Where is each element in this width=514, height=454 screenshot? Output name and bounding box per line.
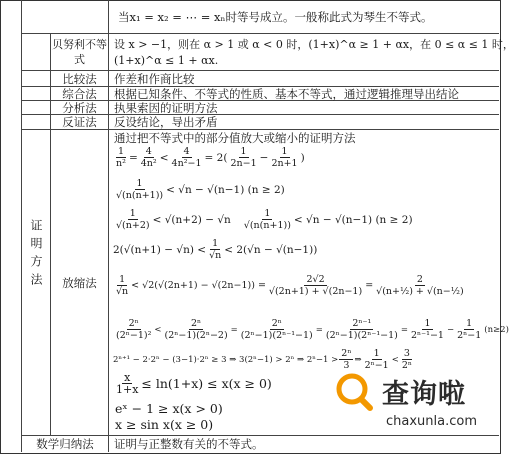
contradiction-text: 反设结论，导出矛盾 xyxy=(114,115,218,129)
watermark-url: chaxunla.com xyxy=(386,414,477,429)
grid-line xyxy=(108,0,109,452)
formula-4: 2(√(n+1) − √n) < $\frac{1}{√n}$ < 2(√n − √(n−1)) xyxy=(113,238,318,261)
bernoulli-line-2: (1+x)^α ≤ 1 + αx. xyxy=(114,54,219,67)
formula-1: $\frac{1}{\text{n²}}$ = $\frac{4}{\text{4n²}}$ < $\frac{4}{\text{4n²−1}}$ = 2( $\frac{1}{2n-1}$ − $\frac{1}{2n+1}$ ) xyxy=(116,146,305,169)
formula-7: 2ⁿ⁺¹ − 2·2ⁿ − (3−1)·2ⁿ ≥ 3 ⇒ 3(2ⁿ−1) > 2ⁿ ⇒ 2ⁿ−1 > $\frac{\text{2ⁿ}}{3}$ ⇒ $\frac{1}{\text{2ⁿ−1}}$ < $\frac{3}{\text{2ⁿ}}$ xyxy=(113,348,413,371)
jensen-note: 当x₁ = x₂ = ⋯ = xₙ时等号成立。一般称此式为琴生不等式。 xyxy=(118,10,433,24)
watermark-brand: 查询啦 xyxy=(382,378,466,410)
compare-text: 作差和作商比较 xyxy=(114,72,195,86)
scaling-intro: 通过把不等式中的部分值放大或缩小的证明方法 xyxy=(114,131,356,145)
watermark-logo xyxy=(332,371,466,411)
synthesis-text: 根据已知条件、不等式的性质、基本不等式，通过逻辑推理导出结论 xyxy=(114,87,459,101)
section-label-proof-methods: 证明方法 xyxy=(29,219,43,291)
synthesis-label: 综合法 xyxy=(62,86,97,101)
analysis-label: 分析法 xyxy=(62,100,97,115)
formula-8: $\frac{x}{1+x}$ ≤ ln(1+x) ≤ x(x ≥ 0) xyxy=(116,371,272,396)
search-logo-icon xyxy=(332,371,376,411)
analysis-text: 执果索因的证明方法 xyxy=(114,101,218,115)
formula-10: x ≥ sin x(x ≥ 0) xyxy=(115,417,214,432)
formula-5: $\frac{1}{√n}$ < √2(√(2n+1) − √(2n−1)) = $\frac{2√2}{√(2n+1) + √(2n-1)}$ = $\frac{2}{\text{√(n+½) + √(n−½)}}$ xyxy=(116,274,464,297)
formula-6: $\frac{\text{2ⁿ}}{\text{(2ⁿ−1)²}}$ < $\frac{\text{2ⁿ}}{\text{(2ⁿ−1)(2ⁿ−2)}}$ = $\frac{\text{2ⁿ}}{\text{(2ⁿ−1)(2ⁿ⁻¹−1)}}$ = $\frac{\text{2ⁿ⁻¹}}{\text{(2ⁿ−1)(2ⁿ⁻¹−1)}}$ = $\frac{1}{\text{2ⁿ⁻¹−1}}$ − $\frac{1}{\text{2ⁿ−1}}$ (n≥2) xyxy=(116,318,509,341)
bernoulli-line-1: 设 x > −1，则在 α > 1 或 α < 0 时，(1+x)^α ≥ 1 + αx，在 0 ≤ α ≤ 1 时， xyxy=(114,38,514,51)
induction-label: 数学归纳法 xyxy=(36,437,94,451)
formula-2: $\frac{1}{√(n(n+1))}$ < √n − √(n−1) (n ≥ 2) xyxy=(116,178,285,201)
compare-label: 比较法 xyxy=(62,71,97,86)
formula-9: eˣ − 1 ≥ x(x > 0) xyxy=(115,401,223,416)
scaling-label: 放缩法 xyxy=(62,275,97,290)
contradiction-label: 反证法 xyxy=(62,115,97,129)
bernoulli-label: 贝努利不等式 xyxy=(52,38,107,66)
induction-text: 证明与正整数有关的不等式。 xyxy=(114,437,264,451)
formula-3: $\frac{1}{√(n+2)}$ < √(n+2) − √n $\frac{1}{√(n(n+1))}$ < √n − √(n−1) (n ≥ 2) xyxy=(116,208,413,231)
